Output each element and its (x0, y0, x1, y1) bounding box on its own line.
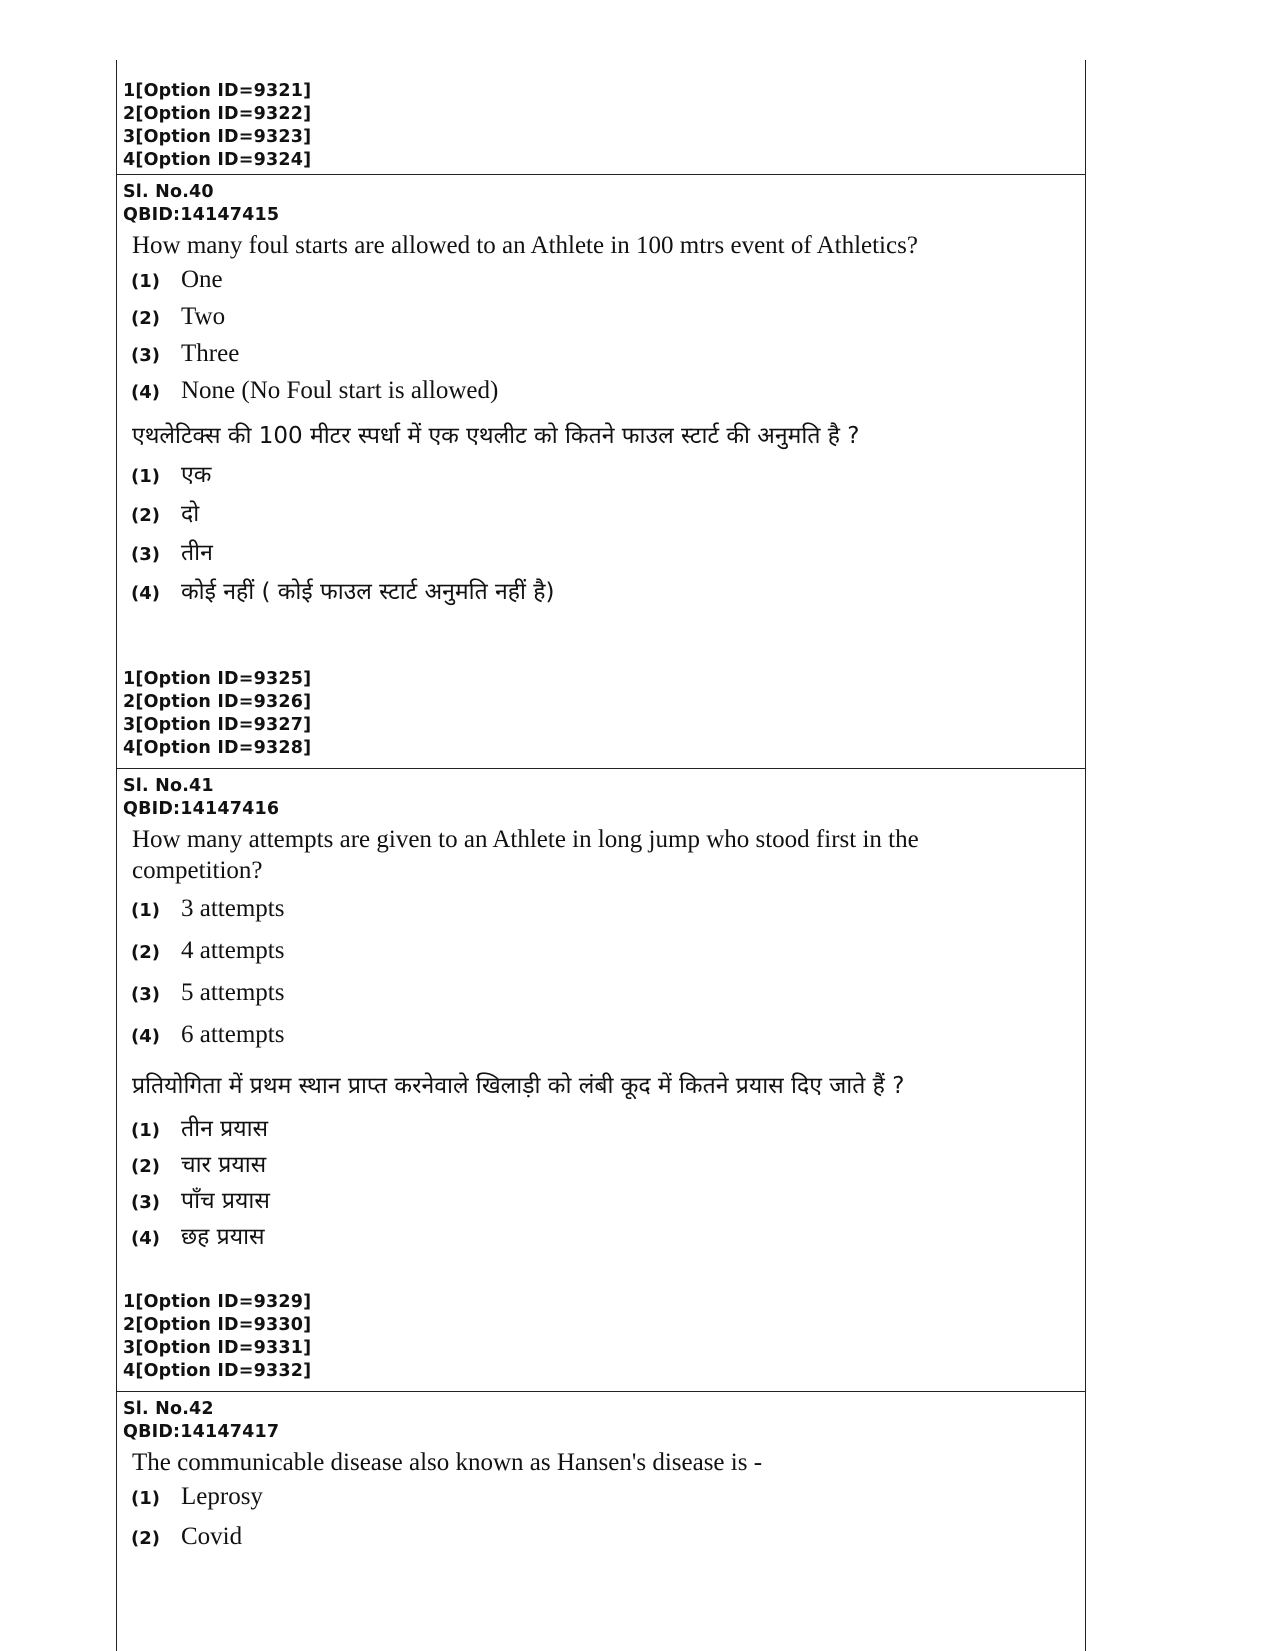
option-text: Three (181, 340, 240, 367)
option-number: (1) (131, 271, 160, 292)
question-block-42 (117, 1391, 1085, 1651)
option-number: (1) (131, 900, 160, 921)
question-text-english: How many attempts are given to an Athlete in long jump who stood first in the (132, 826, 919, 853)
option-text: तीन प्रयास (181, 1116, 269, 1142)
qbid: QBID:14147417 (123, 1422, 280, 1442)
option-text: दो (181, 501, 200, 527)
option-text: Covid (181, 1523, 243, 1550)
option-id-line: 1[Option ID=9321] (123, 81, 312, 101)
option-number: (4) (131, 583, 160, 604)
question-text-english: The communicable disease also known as Hansen's disease is - (132, 1449, 763, 1476)
option-text: कोई नहीं ( कोई फाउल स्टार्ट अनुमति नहीं है) (181, 579, 555, 605)
question-text-english: How many foul starts are allowed to an Athlete in 100 mtrs event of Athletics? (132, 232, 918, 259)
option-text: 4 attempts (181, 937, 285, 964)
answer-option (117, 895, 1085, 937)
option-number: (3) (131, 345, 160, 366)
answer-option-hindi (117, 1150, 1085, 1186)
qbid: QBID:14147415 (123, 205, 280, 225)
option-text: 6 attempts (181, 1021, 285, 1048)
q39-option-ids (117, 80, 1085, 172)
answer-option-hindi (117, 577, 1085, 616)
answer-option (117, 1523, 1085, 1563)
answer-option-hindi (117, 1114, 1085, 1150)
option-number: (1) (131, 1488, 160, 1509)
option-text: छह प्रयास (181, 1224, 265, 1250)
option-text: Two (181, 303, 226, 330)
option-number: (2) (131, 942, 160, 963)
option-id-line: 4[Option ID=9324] (123, 150, 312, 170)
option-text: One (181, 266, 223, 293)
question-text-hindi: प्रतियोगिता में प्रथम स्थान प्राप्त करनेवाले खिलाड़ी को लंबी कूद में कितने प्रयास दिए जाते हैं ? (132, 1073, 905, 1099)
option-number: (4) (131, 1228, 160, 1249)
question-block-41 (117, 768, 1085, 1391)
answer-option (117, 340, 1085, 377)
answer-option-hindi (117, 1186, 1085, 1222)
option-id-line: 1[Option ID=9325] (123, 669, 312, 689)
answer-option (117, 303, 1085, 340)
option-number: (1) (131, 466, 160, 487)
option-text: None (No Foul start is allowed) (181, 377, 499, 404)
option-number: (3) (131, 1192, 160, 1213)
question-text-english-cont: competition? (132, 857, 263, 884)
option-id-line: 2[Option ID=9326] (123, 692, 312, 712)
answer-option (117, 1021, 1085, 1063)
question-block-40 (117, 174, 1085, 768)
option-number: (2) (131, 1156, 160, 1177)
option-number: (2) (131, 308, 160, 329)
answer-option (117, 266, 1085, 303)
option-number: (3) (131, 544, 160, 565)
answer-option-hindi (117, 499, 1085, 538)
option-text: चार प्रयास (181, 1152, 267, 1178)
option-id-line: 3[Option ID=9331] (123, 1338, 312, 1358)
option-text: तीन (181, 540, 213, 566)
answer-option (117, 377, 1085, 417)
answer-option-hindi (117, 1222, 1085, 1258)
option-id-line: 3[Option ID=9327] (123, 715, 312, 735)
option-number: (1) (131, 1120, 160, 1141)
answer-option (117, 937, 1085, 979)
option-id-line: 2[Option ID=9330] (123, 1315, 312, 1335)
option-id-line: 2[Option ID=9322] (123, 104, 312, 124)
option-number: (2) (131, 1528, 160, 1549)
question-paper-page (116, 60, 1086, 1651)
serial-number: Sl. No.42 (123, 1399, 214, 1419)
q40-option-ids (117, 668, 311, 760)
option-number: (3) (131, 984, 160, 1005)
option-id-line: 4[Option ID=9332] (123, 1361, 312, 1381)
option-text: पाँच प्रयास (181, 1188, 270, 1214)
answer-option (117, 1483, 1085, 1523)
option-text: 5 attempts (181, 979, 285, 1006)
option-text: Leprosy (181, 1483, 263, 1510)
answer-option (117, 979, 1085, 1021)
q41-option-ids (117, 1291, 311, 1383)
option-number: (4) (131, 1026, 160, 1047)
option-text: 3 attempts (181, 895, 285, 922)
serial-number: Sl. No.41 (123, 776, 214, 796)
serial-number: Sl. No.40 (123, 182, 214, 202)
option-text: एक (181, 462, 212, 488)
question-text-hindi: एथलेटिक्स की 100 मीटर स्पर्धा में एक एथलीट को कितने फाउल स्टार्ट की अनुमति है ? (132, 423, 860, 449)
option-id-line: 4[Option ID=9328] (123, 738, 312, 758)
option-id-line: 3[Option ID=9323] (123, 127, 312, 147)
answer-option-hindi (117, 460, 1085, 499)
option-id-line: 1[Option ID=9329] (123, 1292, 312, 1312)
option-number: (4) (131, 382, 160, 403)
qbid: QBID:14147416 (123, 799, 280, 819)
option-number: (2) (131, 505, 160, 526)
answer-option-hindi (117, 538, 1085, 577)
